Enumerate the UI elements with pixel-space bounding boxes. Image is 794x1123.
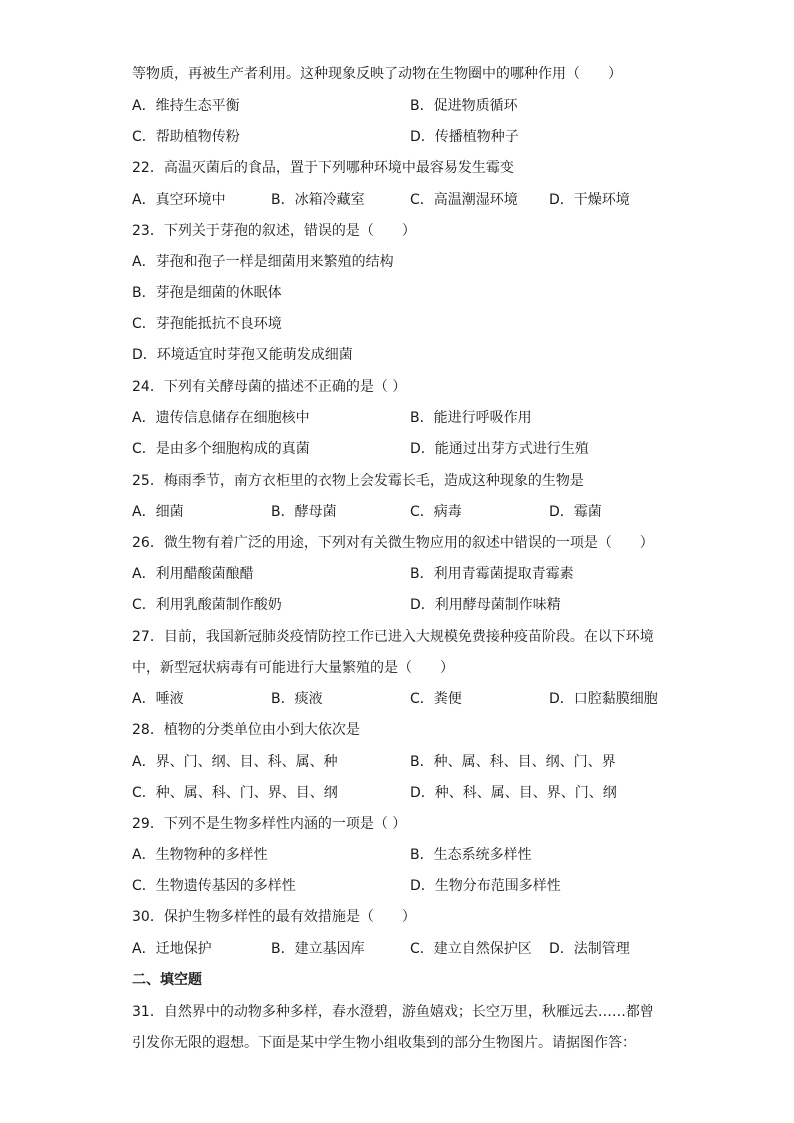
q22-stem: 22．高温灭菌后的食品，置于下列哪种环境中最容易发生霉变 [132, 160, 514, 176]
q24-option-d: D．能通过出芽方式进行生殖 [410, 441, 589, 457]
q23-option-b: B．芽孢是细菌的休眠体 [132, 285, 282, 301]
q22-option-d: D．干燥环境 [549, 192, 630, 208]
q30-option-c: C．建立自然保护区 [410, 941, 532, 957]
q24-option-c: C．是由多个细胞构成的真菌 [132, 441, 310, 457]
q26-option-d: D．利用酵母菌制作味精 [410, 597, 561, 613]
q26-stem: 26．微生物有着广泛的用途，下列对有关微生物应用的叙述中错误的一项是（ ） [132, 535, 654, 551]
q24-option-a: A．遗传信息储存在细胞核中 [132, 410, 310, 426]
q21-option-d: D．传播植物种子 [410, 129, 519, 145]
q27-stem-line1: 27．目前，我国新冠肺炎疫情防控工作已进入大规模免费接种疫苗阶段。在以下环境 [132, 629, 654, 645]
q26-option-c: C．利用乳酸菌制作酸奶 [132, 597, 282, 613]
q30-option-a: A．迁地保护 [132, 941, 212, 957]
q24-option-b: B．能进行呼吸作用 [410, 410, 532, 426]
q25-option-a: A．细菌 [132, 504, 184, 520]
q23-stem: 23．下列关于芽孢的叙述，错误的是（ ） [132, 223, 416, 239]
q26-option-b: B．利用青霉菌提取青霉素 [410, 566, 574, 582]
q23-option-a: A．芽孢和孢子一样是细菌用来繁殖的结构 [132, 254, 394, 270]
q27-option-a: A．唾液 [132, 691, 184, 707]
q28-option-a: A．界、门、纲、目、科、属、种 [132, 754, 338, 770]
q30-option-d: D．法制管理 [549, 941, 630, 957]
q28-stem: 28．植物的分类单位由小到大依次是 [132, 722, 360, 738]
q28-option-c: C．种、属、科、门、界、目、纲 [132, 785, 338, 801]
q22-option-a: A．真空环境中 [132, 192, 226, 208]
q26-option-a: A．利用醋酸菌酿醋 [132, 566, 254, 582]
q24-stem: 24．下列有关酵母菌的描述不正确的是（ ） [132, 379, 407, 395]
q21-option-c: C．帮助植物传粉 [132, 129, 240, 145]
q21-option-a: A．维持生态平衡 [132, 98, 240, 114]
q29-option-d: D．生物分布范围多样性 [410, 878, 561, 894]
q21-stem: 等物质，再被生产者利用。这种现象反映了动物在生物圈中的哪种作用（ ） [132, 66, 622, 82]
q25-option-c: C．病毒 [410, 504, 462, 520]
q29-stem: 29．下列不是生物多样性内涵的一项是（ ） [132, 816, 407, 832]
q29-option-a: A．生物物种的多样性 [132, 847, 268, 863]
q30-option-b: B．建立基因库 [271, 941, 365, 957]
q23-option-c: C．芽孢能抵抗不良环境 [132, 316, 282, 332]
q22-option-c: C．高温潮湿环境 [410, 192, 518, 208]
q27-option-d: D．口腔黏膜细胞 [549, 691, 658, 707]
q27-stem-line2: 中，新型冠状病毒有可能进行大量繁殖的是（ ） [132, 660, 454, 676]
q29-option-c: C．生物遗传基因的多样性 [132, 878, 296, 894]
q25-stem: 25．梅雨季节，南方衣柜里的衣物上会发霉长毛，造成这种现象的生物是 [132, 473, 584, 489]
q29-option-b: B．生态系统多样性 [410, 847, 532, 863]
q21-option-b: B．促进物质循环 [410, 98, 518, 114]
q23-option-d: D．环境适宜时芽孢又能萌发成细菌 [132, 347, 353, 363]
q25-option-b: B．酵母菌 [271, 504, 337, 520]
q25-option-d: D．霉菌 [549, 504, 602, 520]
q31-stem-line2: 引发你无限的遐想。下面是某中学生物小组收集到的部分生物图片。请据图作答： [132, 1035, 636, 1051]
q28-option-b: B．种、属、科、目、纲、门、界 [410, 754, 616, 770]
q28-option-d: D．种、科、属、目、界、门、纲 [410, 785, 617, 801]
q22-option-b: B．冰箱冷藏室 [271, 192, 365, 208]
section-heading: 二、填空题 [132, 972, 202, 988]
q27-option-c: C．粪便 [410, 691, 462, 707]
q31-stem-line1: 31．自然界中的动物多种多样，春水澄碧，游鱼嬉戏；长空万里，秋雁远去……都曾 [132, 1004, 654, 1020]
q27-option-b: B．痰液 [271, 691, 323, 707]
q30-stem: 30．保护生物多样性的最有效措施是（ ） [132, 909, 416, 925]
